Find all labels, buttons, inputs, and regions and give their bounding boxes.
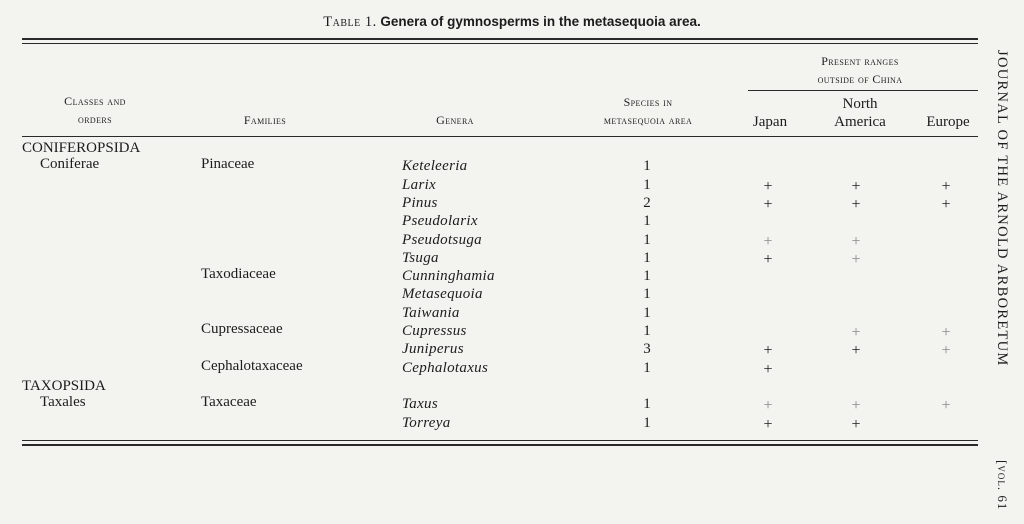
range-mark-japan: + [763, 195, 773, 213]
species-count: 1 [643, 359, 651, 376]
genus-name: Cunninghamia [402, 268, 495, 285]
order-name: Coniferae [40, 156, 100, 173]
range-mark-north-america: + [851, 397, 861, 415]
species-count: 1 [643, 249, 651, 266]
range-mark-europe: + [941, 324, 951, 341]
range-mark-japan: + [763, 177, 773, 195]
species-count: 1 [643, 231, 651, 248]
header-rule [22, 136, 978, 137]
genus-name: Cephalotaxus [402, 359, 489, 376]
species-count: 1 [643, 268, 651, 285]
bottom-rule-thin [22, 440, 978, 441]
ranges-underline [748, 90, 978, 91]
range-mark-north-america: + [851, 232, 861, 250]
journal-running-head: JOURNAL OF THE ARNOLD ARBORETUM [994, 50, 1010, 367]
order-name: Taxales [40, 394, 86, 411]
species-count: 1 [643, 213, 651, 230]
range-mark-japan: + [763, 342, 773, 360]
genus-name: Pseudotsuga [402, 231, 482, 248]
volume-number: [vol. 61 [995, 460, 1010, 511]
species-count: 1 [643, 396, 651, 413]
family-name: Cephalotaxaceae [201, 357, 303, 374]
species-count: 1 [643, 286, 651, 303]
range-mark-japan: + [763, 360, 773, 378]
genus-name: Taiwania [402, 304, 460, 321]
genus-name: Torreya [402, 414, 451, 431]
table-label: Table 1. [323, 14, 377, 30]
family-name: Pinaceae [201, 156, 255, 173]
range-mark-north-america: + [851, 342, 861, 360]
genus-name: Taxus [402, 396, 438, 413]
genus-name: Pseudolarix [402, 213, 478, 230]
header-japan: Japan [752, 114, 788, 130]
family-name: Taxodiaceae [201, 266, 276, 283]
species-count: 1 [643, 176, 651, 193]
table-title: Genera of gymnosperms in the metasequoia area. [380, 14, 701, 29]
range-mark-north-america: + [851, 415, 861, 433]
header-north-america: North America [834, 96, 886, 130]
range-mark-japan: + [763, 397, 773, 415]
genus-name: Larix [402, 176, 437, 193]
range-mark-north-america: + [851, 250, 861, 268]
genus-name: Juniperus [402, 341, 464, 358]
bottom-rule-thick [22, 444, 978, 446]
range-mark-europe: + [941, 195, 951, 213]
range-mark-japan: + [763, 250, 773, 268]
header-families: Families [243, 113, 287, 127]
range-mark-europe: + [941, 177, 951, 195]
range-mark-japan: + [763, 415, 773, 433]
genus-name: Keteleeria [402, 158, 468, 175]
header-classes-orders: Classes and orders [64, 94, 126, 126]
species-count: 3 [643, 341, 651, 358]
species-count: 2 [643, 194, 651, 211]
top-rule-thick [22, 38, 978, 40]
genus-name: Metasequoia [402, 286, 483, 303]
header-genera: Genera [436, 113, 474, 127]
species-count: 1 [643, 304, 651, 321]
range-mark-japan: + [763, 232, 773, 250]
range-mark-north-america: + [851, 324, 861, 341]
top-rule-thin [22, 43, 978, 44]
range-mark-europe: + [941, 342, 951, 360]
genus-name: Tsuga [402, 249, 439, 266]
class-name: CONIFEROPSIDA [22, 140, 141, 156]
family-name: Taxaceae [201, 394, 257, 411]
header-species: Species in metasequoia area [603, 95, 693, 127]
range-mark-north-america: + [851, 195, 861, 213]
species-count: 1 [643, 323, 651, 339]
family-name: Cupressaceae [201, 321, 283, 337]
header-present-ranges: Present ranges outside of China [817, 54, 903, 86]
genus-name: Pinus [402, 194, 438, 211]
genus-name: Cupressus [402, 323, 467, 339]
class-name: TAXOPSIDA [22, 377, 106, 394]
species-count: 1 [643, 158, 651, 175]
species-count: 1 [643, 414, 651, 431]
header-europe: Europe [926, 114, 970, 130]
range-mark-north-america: + [851, 177, 861, 195]
range-mark-europe: + [941, 397, 951, 415]
table-caption [0, 14, 1024, 31]
